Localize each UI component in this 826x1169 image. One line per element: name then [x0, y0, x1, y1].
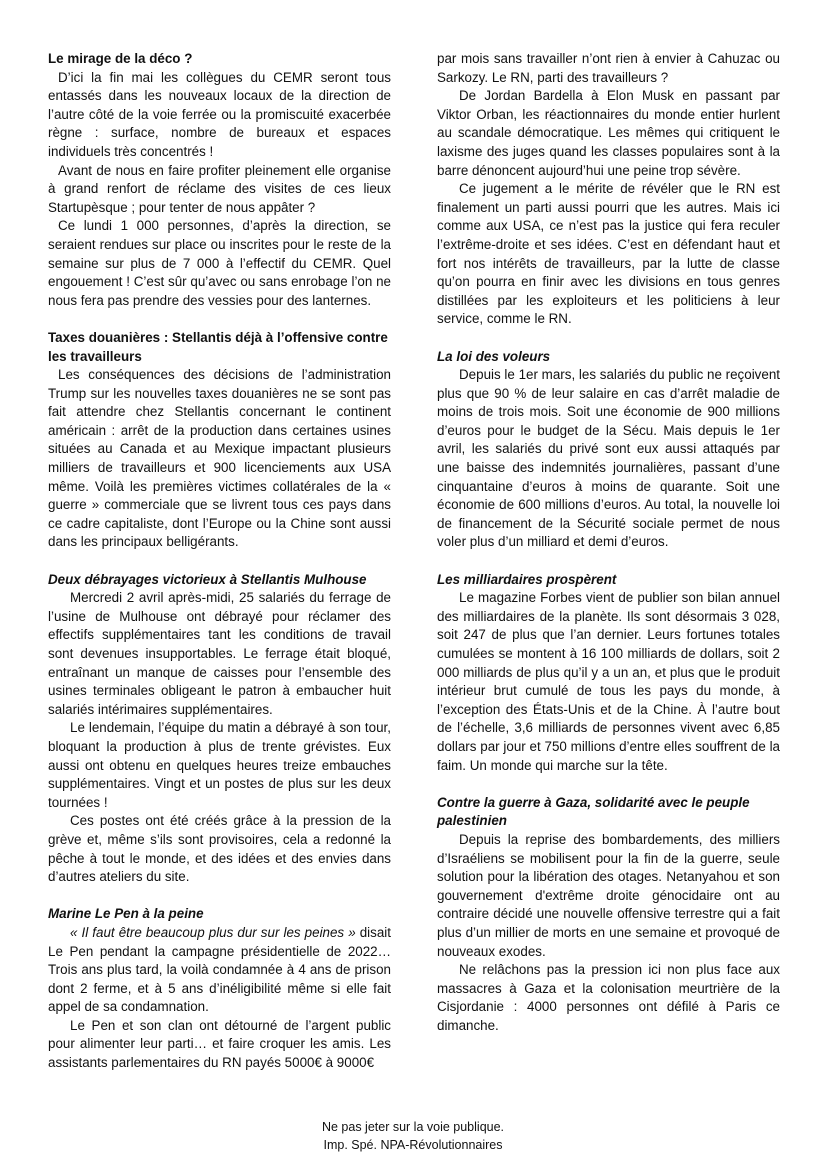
article-title: Deux débrayages victorieux à Stellantis Mulhouse [48, 571, 367, 587]
article-paragraph: Les conséquences des décisions de l’administration Trump sur les nouvelles taxes douanières ne se sont pas fait attendre chez Stellantis concernant le continent américain : arrêt de la production dans certaines usines situées au Canada et au Mexique impactant plusieurs milliers de travailleurs et 900 licenciements aux USA même. Voilà les premières victimes collatérales de la « guerre » commerciale que se livrent tous ces pays dans ce cadre capitaliste, dont l’Europe ou la Chine sont aussi dans les principaux belligérants. [48, 367, 391, 550]
article-paragraph: Ne relâchons pas la pression ici non plus face aux massacres à Gaza et la colonisation meurtrière de la Cisjordanie : 4000 personnes ont défilé à Paris ce dimanche. [437, 962, 780, 1033]
footer-notice: Ne pas jeter sur la voie publique. [321, 1120, 505, 1134]
article-paragraph: par mois sans travailler n’ont rien à envier à Cahuzac ou Sarkozy. Le RN, parti des travailleurs ? [437, 51, 780, 85]
article-paragraph: Le lendemain, l’équipe du matin a débrayé à son tour, bloquant la production à plus de trente grévistes. Eux aussi ont obtenu en quelques heures treize embauches supplémentaires. Vingt et un postes de plus sur les deux tournées ! [48, 720, 391, 810]
paragraph-text: disait Le Pen pendant la campagne présidentielle de 2022… Trois ans plus tard, la voilà condamnée à 4 ans de prison dont 2 ferme, et à 5 ans d’inéligibilité même si elle fait appel de sa condamnation. [48, 924, 391, 1015]
article-paragraph: Depuis le 1er mars, les salariés du public ne reçoivent plus que 90 % de leur salaire en cas d’arrêt maladie de moins de trois mois. Soit une économie de 900 millions d’euros pour le budget de la Sécu. Mais depuis le 1er avril, les salariés du privé sont eux aussi attaqués par une baisse des indemnités journalières, passant d’une cinquantaine d’euros à moins de quarante. Soit une économie de 600 millions d’euros. Au total, la nouvelle loi de financement de la Sécurité sociale permet de nous voler plus d’un milliard et demi d’euros. [437, 367, 780, 550]
article-title: La loi des voleurs [437, 348, 551, 364]
article-paragraph: Depuis la reprise des bombardements, des milliers d’Israéliens se mobilisent pour la fin de la guerre, seule solution pour la libération des otages. Netanyahou et son gouvernement d'extrême droite génocidaire ont au contraire décidé une nouvelle offensive terrestre qui a fait plus d’un millier de morts en une semaine et provoqué de nouveaux exodes. [437, 831, 780, 959]
article-paragraph: Ce jugement a le mérite de révéler que le RN est finalement un parti aussi pourri que les autres. Mais ici comme aux USA, ce n’est pas la justice qui fera reculer l’extrême-droite et ses idées. C’est en défendant haut et fort nos intérêts de travailleurs, par la lutte de classe qu’on pourra en finir avec les divisions en tous genres distillées par les exploiteurs et les politiciens à leur service, comme le RN. [437, 181, 780, 327]
article-paragraph: Ces postes ont été créés grâce à la pression de la grève et, même s’ils sont provisoires, cela a redonné la pêche à tout le monde, et des idées et des envies dans d’autres ateliers du site. [48, 813, 391, 885]
footer-printer: Imp. Spé. NPA-Révolutionnaires [323, 1138, 503, 1152]
article-paragraph: Le Pen et son clan ont détourné de l’argent public pour alimenter leur parti… et faire croquer les amis. Les assistants parlementaires du RN payés 5000€ à 9000€ [48, 1017, 391, 1071]
article-title: Contre la guerre à Gaza, solidarité avec le peuple palestinien [437, 794, 750, 829]
right-column [437, 50, 780, 1054]
article-title: Le mirage de la déco ? [48, 51, 193, 66]
article-milliardaires [437, 571, 780, 776]
article-paragraph: Mercredi 2 avril après-midi, 25 salariés du ferrage de l’usine de Mulhouse ont débrayé pour réclamer des effectifs supplémentaires tant les conditions de travail sont devenues insupportables. Le ferrage était bloqué, entraînant un manque de caisses pour l’ensemble des usines terminales obligeant le patron à embaucher huit salariés intérimaires supplémentaires. [48, 590, 391, 717]
article-paragraph: De Jordan Bardella à Elon Musk en passant par Viktor Orban, les réactionnaires du monde entier hurlent au scandale démocratique. Les mêmes qui critiquent le laxisme des juges quand les classes populaires sont à la barre dénoncent aujourd’hui une peine trop sévère. [437, 88, 780, 178]
article-le-pen-continuation [437, 50, 780, 329]
quote: « Il faut être beaucoup plus dur sur les peines » [70, 924, 356, 940]
article-mirage-deco [48, 50, 391, 310]
article-gaza [437, 794, 780, 1036]
article-paragraph: Le magazine Forbes vient de publier son bilan annuel des milliardaires de la planète. Ils sont désormais 3 028, soit 247 de plus que l’an dernier. Leurs fortunes totales cumulées se montent à 16 100 milliards de dollars, soit 2 000 milliards de plus qu’il y a un an, et plus que le produit intérieur brut cumulé de tous les pays du monde, à l’exception des États-Unis et de la Chine. À l’autre bout de l’échelle, 3,6 milliards de personnes vivent avec 6,85 dollars par jour et 750 millions d’entre elles souffrent de la faim. Un monde qui marche sur la tête. [437, 590, 780, 773]
article-taxes-douanieres [48, 329, 391, 552]
article-title: Les milliardaires prospèrent [437, 571, 617, 587]
article-paragraph: D’ici la fin mai les collègues du CEMR seront tous entassés dans les nouveaux locaux de la direction de l’autre côté de la voie ferrée ou la promiscuité exacerbée règne : surface, nombre de bureaux et espaces individuels très concentrés ! [48, 69, 391, 159]
article-loi-des-voleurs [437, 348, 780, 553]
article-title: Taxes douanières : Stellantis déjà à l’offensive contre les travailleurs [48, 329, 388, 364]
article-le-pen-peine [48, 905, 391, 1072]
left-column [48, 50, 391, 1091]
article-debrayages-mulhouse [48, 571, 391, 887]
article-title: Marine Le Pen à la peine [48, 906, 204, 922]
article-paragraph: Ce lundi 1 000 personnes, d’après la direction, se seraient rendues sur place ou inscrites pour le reste de la semaine sur plus de 7 000 à l’effectif du CEMR. Quel engouement ! C’est sûr qu’avec ou sans enrobage l’on ne nous fera pas prendre des vessies pour des lanternes. [48, 218, 391, 308]
article-paragraph: Avant de nous en faire profiter pleinement elle organise à grand renfort de réclame des visites de ces lieux Startupèsque ; pour tenter de nous appâter ? [48, 162, 391, 215]
article-paragraph [48, 924, 391, 1017]
page-footer [0, 1118, 826, 1154]
